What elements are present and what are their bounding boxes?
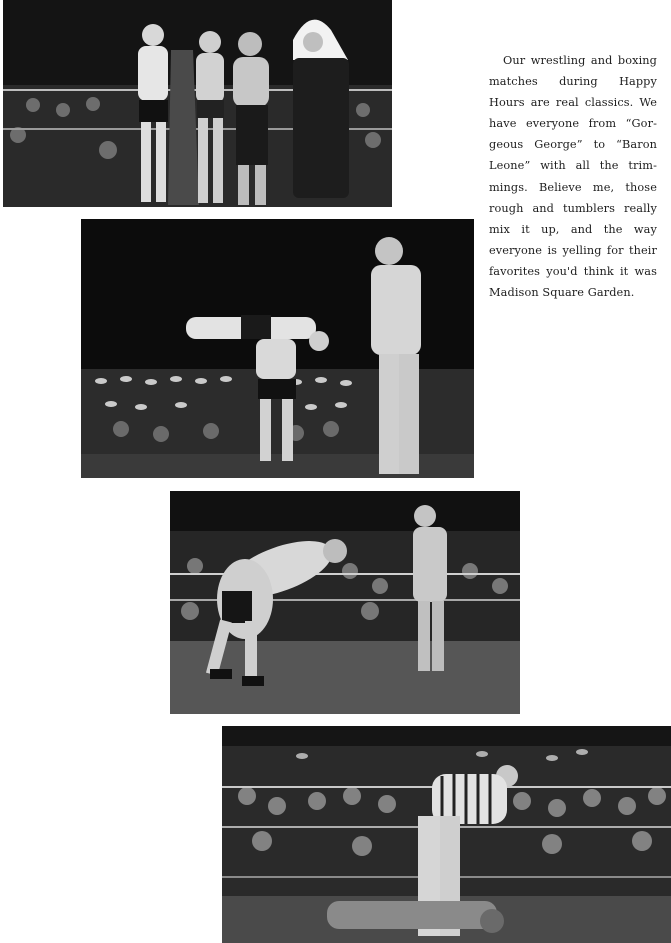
caption-line: Madison Square Garden. [489,286,635,300]
caption-line: Our wrestling and boxing [503,54,657,67]
caption-line: favorites you'd think it was [489,264,657,278]
airplane-spin-photo [81,219,474,478]
wrestlers-posing-photo [3,0,392,207]
body-slam-photo [170,491,520,714]
caption-line: have everyone from “Gor- [489,117,657,131]
caption-line: matches during Happy [489,75,657,89]
caption-line: geous George” to “Baron [489,138,657,152]
caption-line: mings. Believe me, those [489,180,657,194]
caption-paragraph [489,50,657,303]
caption-line: Hours are real classics. We [489,96,657,110]
referee-count-photo [222,726,671,943]
caption-line: rough and tumblers really [489,201,657,215]
caption-line: everyone is yelling for their [489,243,657,257]
caption-line: Leone” with all the trim- [489,159,657,173]
caption-line: mix it up, and the way [489,222,657,236]
